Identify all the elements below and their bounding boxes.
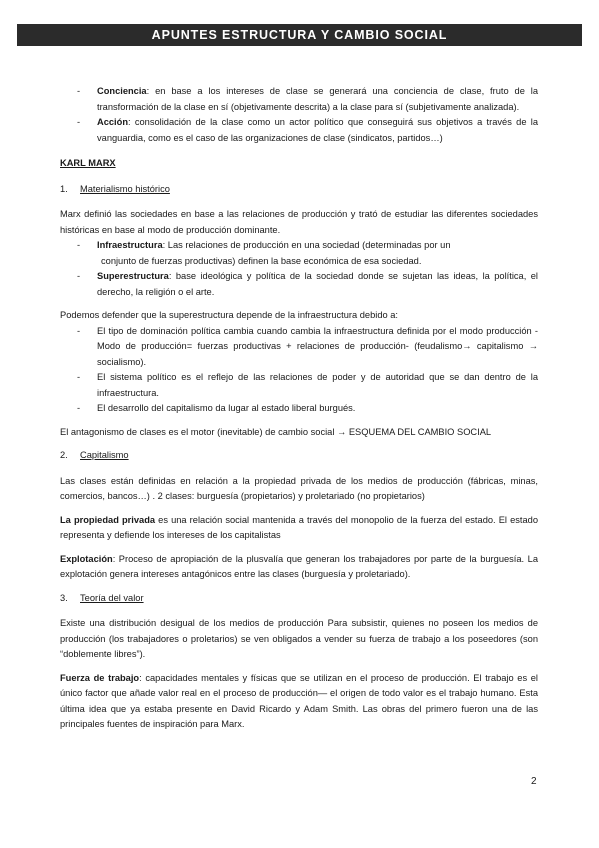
section-title: Capitalismo [80, 450, 129, 460]
author-heading: KARL MARX [60, 158, 116, 168]
term-fuerza-de-trabajo: Fuerza de trabajo [60, 672, 140, 683]
intro-bullet-list [60, 84, 538, 146]
paragraph: Existe una distribución desigual de los medios de producción Para subsistir, quienes no poseen los medios de producción (los trabajadores o proletarios) se ven obligados a vender su fuerza de trabajo a los poseedores (son “doblemente libres”). [60, 618, 538, 659]
bullet-list [60, 238, 538, 300]
list-item: - El desarrollo del capitalismo da lugar al estado liberal burgués. [60, 401, 538, 417]
paragraph: Explotación: Proceso de apropiación de la plusvalía que generan los trabajadores por parte de la burguesía. La explotación genera intereses antagónicos entre las clases (burguesía y proletariado). [60, 553, 538, 579]
paragraph: La propiedad privada es una relación social mantenida a través del monopolio de la fuerza del estado. El estado representa y defiende los intereses de los capitalistas [60, 514, 538, 540]
paragraph: Fuerza de trabajo: capacidades mentales y físicas que se utilizan en el proceso de producción. El trabajo es el único factor que añade valor real en el proceso de producción— el origen de todo valor es el trabajo humano. Esta última idea que ya estaba presente en David Ricardo y Adam Smith. Las obras del primero fueron una de las principales fuentes de inspiración para Marx. [60, 672, 538, 729]
paragraph: Las clases están definidas en relación a la propiedad privada de los medios de producción (fábricas, minas, comercios, bancos…) . 2 clases: burguesía (propietarios) y proletariado (no propietarios) [60, 475, 538, 501]
term-superestructura: Superestructura [97, 271, 169, 281]
term-accion: Acción [97, 117, 128, 127]
term-infraestructura: Infraestructura [97, 240, 163, 250]
section-number: 3. [60, 592, 68, 603]
list-item: - Acción: consolidación de la clase como un actor político que conseguirá sus objetivos a través de la vanguardia, como es el caso de las organizaciones de clase (sindicatos, partidos…) [60, 115, 538, 146]
bullet-list [60, 324, 538, 417]
section-heading [60, 591, 538, 607]
section-heading [60, 448, 538, 464]
section-heading [60, 182, 538, 198]
section-title: Teoría del valor [80, 592, 144, 603]
paragraph: Marx definió las sociedades en base a las relaciones de producción y trató de estudiar las diferentes sociedades históricas en base al modo de producción dominante. [60, 209, 538, 235]
list-item: - Infraestructura: Las relaciones de producción en una sociedad (determinadas por un conjunto de fuerzas productivas) definen la base económica de esa sociedad. [60, 238, 538, 269]
term-explotacion: Explotación [60, 553, 113, 564]
header-title: APUNTES ESTRUCTURA Y CAMBIO SOCIAL [151, 28, 448, 42]
paragraph: El antagonismo de clases es el motor (inevitable) de cambio social → ESQUEMA DEL CAMBIO SOCIAL [60, 426, 492, 437]
page-number: 2 [531, 776, 537, 787]
section-number: 2. [60, 450, 68, 460]
list-item: - Superestructura: base ideológica y política de la sociedad donde se sujetan las ideas, la política, el derecho, la religión o el arte. [60, 269, 538, 300]
list-item: - El sistema político es el reflejo de las relaciones de poder y de autoridad que se dan dentro de la infraestructura. [60, 370, 538, 401]
bullet-text: en base a los intereses de clase se generará una conciencia de clase, fruto de la transformación de la clase en sí (objetivamente descrita) a la clase para sí (subjetivamente analizada). [97, 86, 538, 112]
bullet-text: consolidación de la clase como un actor político que conseguirá sus objetivos a través de la vanguardia, como es el caso de las organizaciones de clase (sindicatos, partidos…) [97, 117, 538, 143]
paragraph: Podemos defender que la superestructura depende de la infraestructura debido a: [60, 310, 399, 320]
list-item: - Conciencia: en base a los intereses de clase se generará una conciencia de clase, fruto de la transformación de la clase en sí (objetivamente descrita) a la clase para sí (subjetivamente analizada). [60, 84, 538, 115]
term-propiedad-privada: La propiedad privada [60, 514, 156, 525]
section-number: 1. [60, 183, 68, 194]
document-body [60, 84, 538, 733]
list-item: - El tipo de dominación política cambia cuando cambia la infraestructura definida por el modo producción - Modo de producción= fuerzas productivas + relaciones de producción- (feudalismo→ capitalismo → socialismo). [60, 324, 538, 371]
term-conciencia: Conciencia [97, 86, 147, 96]
section-title: Materialismo histórico [80, 183, 170, 194]
page-header [17, 24, 582, 46]
